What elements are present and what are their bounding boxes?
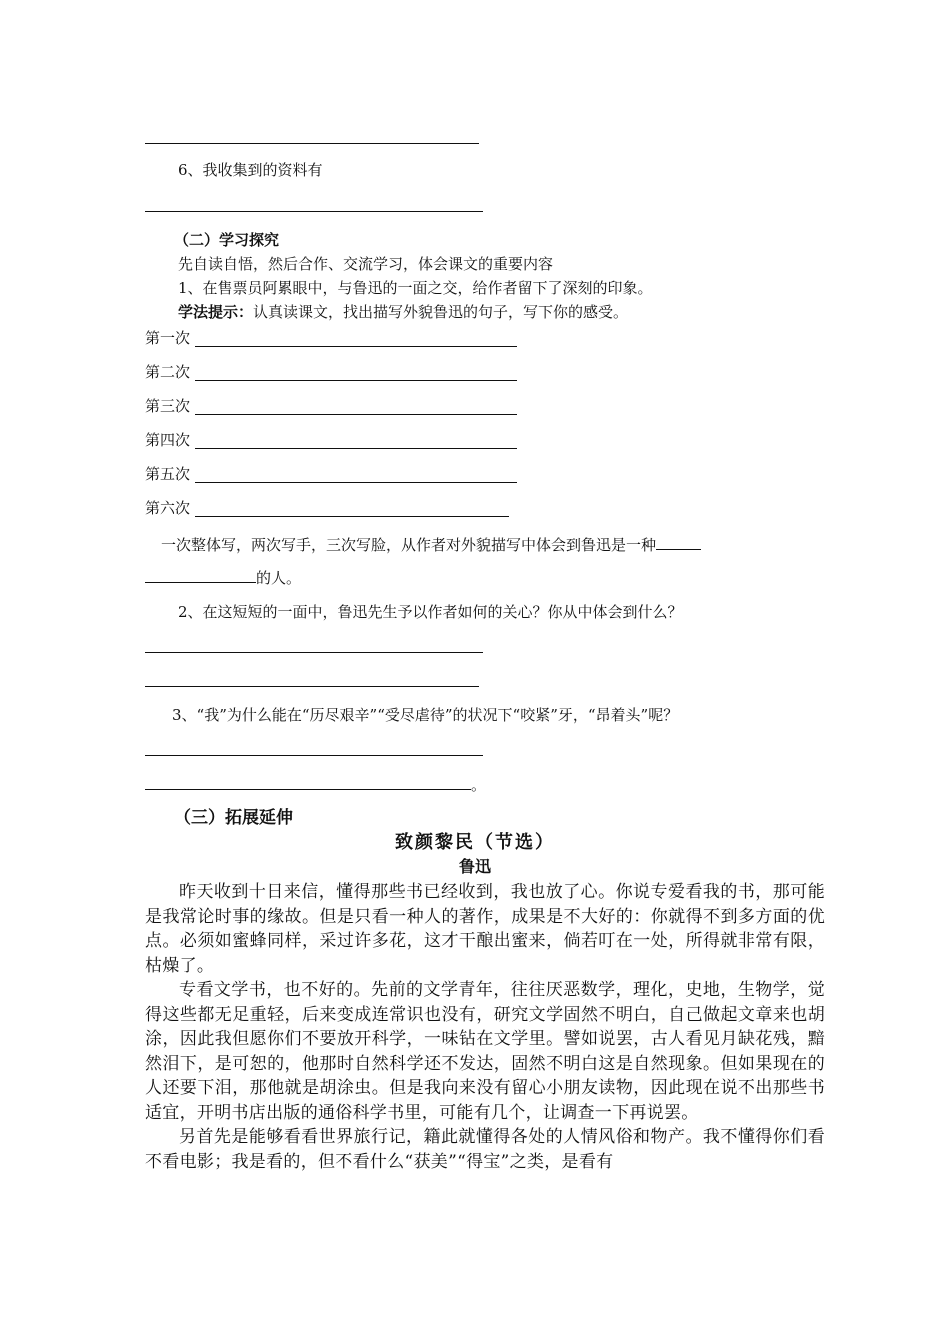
summary-line: [161, 535, 701, 555]
time-label: 第六次: [145, 499, 191, 517]
hint-text: 认真读课文，找出描写外貌鲁迅的句子，写下你的感受。: [253, 303, 629, 321]
article-author: 鲁迅: [458, 857, 491, 876]
answer-line: [145, 143, 479, 144]
study-hint: [178, 302, 628, 322]
summary-tail: 的人。: [256, 569, 302, 587]
question-2: 2、在这短短的一面中，鲁迅先生予以作者如何的关心？你从中体会到什么？: [178, 603, 683, 621]
section-heading: （三）拓展延伸: [174, 808, 293, 828]
answer-line: [195, 448, 517, 449]
answer-line: [145, 652, 483, 653]
item-6-label: 6、我收集到的资料有: [178, 161, 323, 179]
time-label: 第二次: [145, 363, 191, 381]
hint-label: 学法提示：: [178, 303, 254, 321]
answer-line: [145, 686, 479, 687]
time-label: 第一次: [145, 329, 191, 347]
section-heading: （二）学习探究: [174, 231, 280, 249]
section-intro: 先自读自悟，然后合作、交流学习，体会课文的重要内容: [178, 255, 554, 273]
summary-text: 一次整体写，两次写手，三次写脸，从作者对外貌描写中体会到鲁迅是一种: [161, 536, 657, 554]
article-paragraph: 专看文学书，也不好的。先前的文学青年，往往厌恶数学，理化，史地，生物学，觉得这些都无足重轻，后来变成连常识也没有，研究文学固然不明白，自己做起文章来也胡涂，因此我但愿你们不要放开科学，一味钻在文学里。譬如说罢，古人看见月缺花残，黯然泪下，是可恕的，他那时自然科学还不发达，固然不明白这是自然现象。但如果现在的人还要下泪，那他就是胡涂虫。但是我向来没有留心小朋友读物，因此现在说不出那些书适宜，开明书店出版的通俗科学书里，可能有几个，让调查一下再说罢。: [145, 980, 825, 1123]
article-body: [145, 880, 825, 1174]
answer-line: [195, 482, 517, 483]
time-label: 第三次: [145, 397, 191, 415]
article-title: 致颜黎民（节选）: [395, 832, 555, 853]
blank: [656, 535, 701, 550]
answer-line: [195, 380, 517, 381]
article-paragraph: 昨天收到十日来信，懂得那些书已经收到，我也放了心。你说专爱看我的书，那可能是我常论时事的缘故。但是只看一种人的著作，成果是不大好的：你就得不到多方面的优点。必须如蜜蜂同样，采过许多花，这才干酿出蜜来，倘若叮在一处，所得就非常有限，枯燥了。: [145, 882, 825, 976]
answer-line: [195, 516, 509, 517]
article-paragraph: 另首先是能够看看世界旅行记，籍此就懂得各处的人情风俗和物产。我不懂得你们看不看电影；我是看的，但不看什么“获美”“得宝”之类，是看有: [145, 1127, 825, 1172]
time-label: 第五次: [145, 465, 191, 483]
answer-line: [195, 414, 517, 415]
time-label: 第四次: [145, 431, 191, 449]
blank: [145, 568, 256, 583]
answer-line: [145, 211, 483, 212]
period: 。: [471, 776, 487, 794]
question-1: 1、在售票员阿累眼中，与鲁迅的一面之交，给作者留下了深刻的印象。: [178, 279, 653, 297]
question-3: 3、“我”为什么能在“历尽艰辛”“受尽虐待”的状况下“咬紧”牙，“昂着头”呢？: [172, 706, 679, 724]
answer-line: [145, 755, 483, 756]
answer-line: [145, 789, 471, 790]
summary-continuation: [145, 568, 301, 588]
answer-line: [195, 346, 517, 347]
